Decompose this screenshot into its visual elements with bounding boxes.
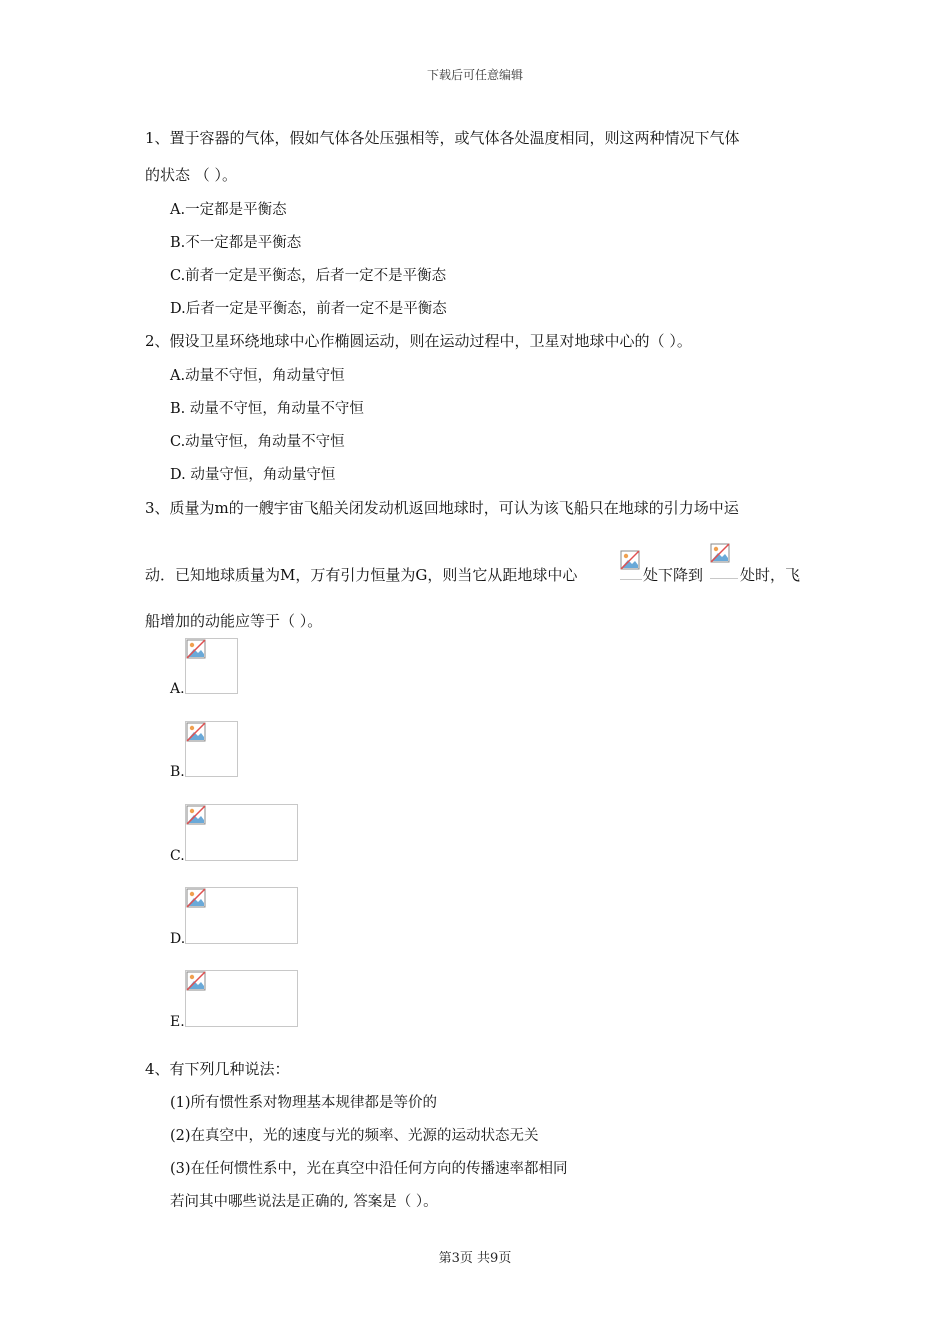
q4-item-3: (3)在任何惯性系中，光在真空中沿任何方向的传播速率都相同 [170, 1161, 568, 1177]
broken-image-icon [186, 639, 206, 659]
q3-option-b-label: B. [170, 764, 185, 780]
page-footer: 第3页 共9页 [438, 1251, 512, 1266]
q4-item-2: (2)在真空中，光的速度与光的频率、光源的运动状态无关 [170, 1128, 539, 1144]
q2-option-d: D. 动量守恒，角动量守恒 [170, 467, 336, 483]
q3-text-line3: 船增加的动能应等于（ ）。 [145, 612, 323, 630]
q2-option-c: C.动量守恒，角动量不守恒 [170, 434, 345, 450]
broken-image-icon [620, 550, 640, 570]
broken-image-icon [710, 543, 730, 563]
q3-option-b-image [185, 721, 238, 777]
q3-option-c-label: C. [170, 848, 185, 864]
q3-option-d-label: D. [170, 931, 186, 947]
q2-text: 2、假设卫星环绕地球中心作椭圆运动，则在运动过程中，卫星对地球中心的（ ）。 [145, 332, 692, 350]
q2-option-a: A.动量不守恒，角动量守恒 [170, 368, 345, 384]
q3-text-line2b: 处下降到 [643, 566, 704, 584]
page-header: 下载后可任意编辑 [426, 68, 523, 82]
q4-item-1: (1)所有惯性系对物理基本规律都是等价的 [170, 1095, 438, 1111]
q3-option-c-image [185, 804, 298, 861]
q3-text-line1: 3、质量为m的一艘宇宙飞船关闭发动机返回地球时，可认为该飞船只在地球的引力场中运 [145, 499, 739, 517]
formula-image-r2 [710, 543, 738, 579]
q3-option-a-label: A. [170, 681, 185, 697]
q3-text-line2c: 处时，飞 [740, 566, 801, 584]
broken-image-icon [186, 971, 206, 991]
q1-option-b: B.不一定都是平衡态 [170, 235, 302, 251]
q3-option-a-image [185, 638, 238, 694]
q1-option-a: A.一定都是平衡态 [170, 202, 287, 218]
q4-text: 4、有下列几种说法： [145, 1060, 290, 1078]
q3-option-e-label: E. [170, 1014, 185, 1030]
q2-option-b: B. 动量不守恒，角动量不守恒 [170, 401, 364, 417]
q3-text-line2a: 动．已知地球质量为M，万有引力恒量为G，则当它从距地球中心 [145, 566, 578, 584]
q1-text-line1: 1、置于容器的气体，假如气体各处压强相等，或气体各处温度相同，则这两种情况下气体 [145, 129, 740, 147]
q3-option-e-image [185, 970, 298, 1027]
formula-image-r1 [620, 550, 642, 580]
q3-option-d-image [185, 887, 298, 944]
q1-option-d: D.后者一定是平衡态，前者一定不是平衡态 [170, 301, 447, 317]
q1-text-line2: 的状态 （ ）。 [145, 166, 238, 184]
broken-image-icon [186, 888, 206, 908]
q4-ask: 若问其中哪些说法是正确的, 答案是（ ）。 [170, 1194, 438, 1210]
broken-image-icon [186, 805, 206, 825]
q1-option-c: C.前者一定是平衡态，后者一定不是平衡态 [170, 268, 447, 284]
broken-image-icon [186, 722, 206, 742]
